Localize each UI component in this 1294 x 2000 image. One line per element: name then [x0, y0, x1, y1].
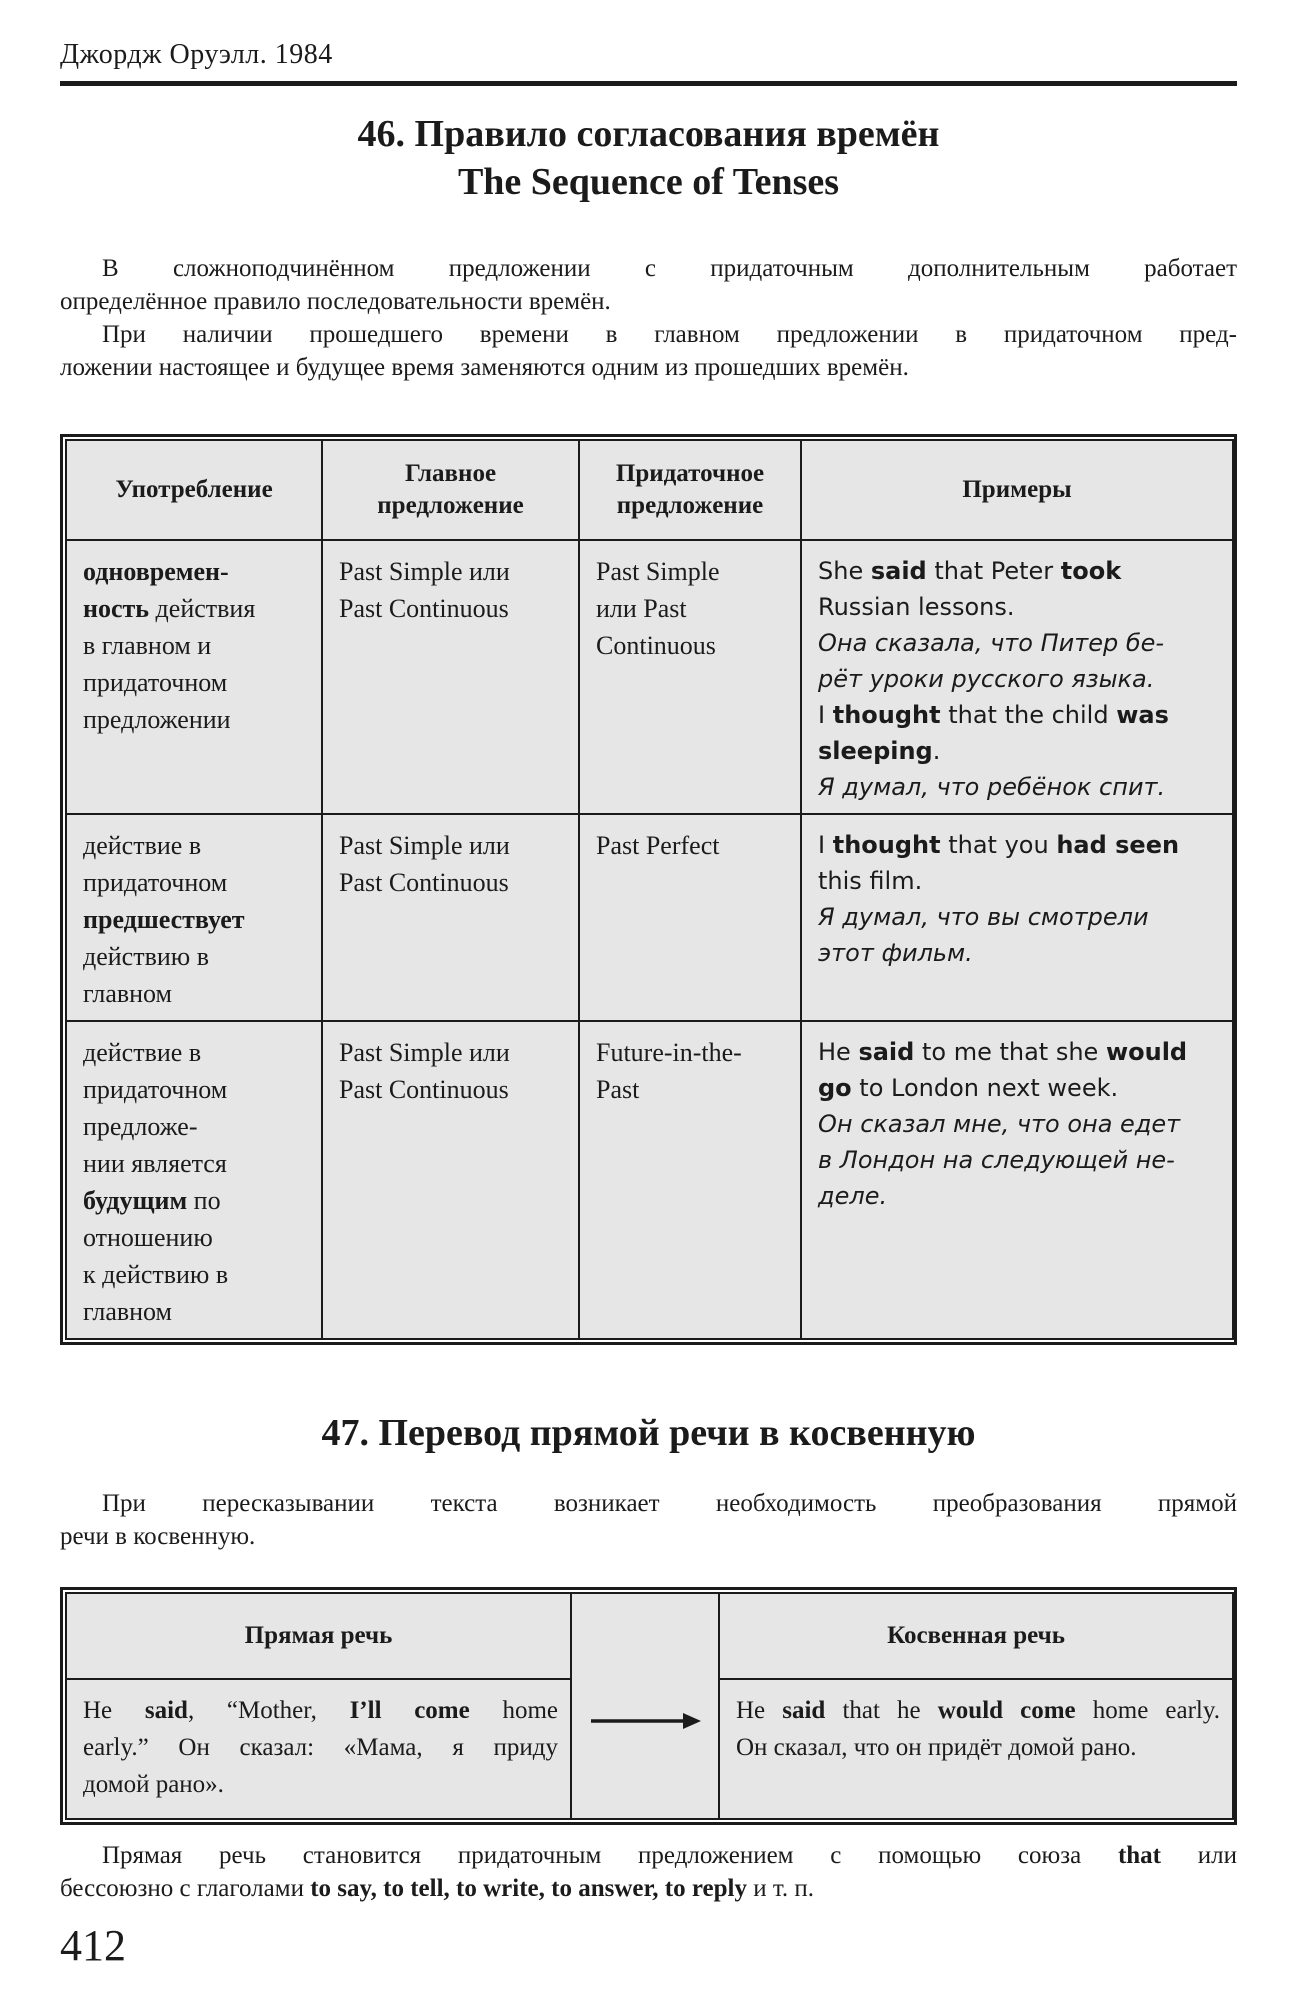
column-header-usage: Употребление	[66, 440, 322, 540]
cell-usage-2: действие в придаточном предшествует действию в главном	[66, 814, 322, 1021]
right-arrow-icon	[589, 1711, 701, 1731]
column-header-examples: Примеры	[801, 440, 1233, 540]
cell-examples-2: I thought that you had seen this film. Я думал, что вы смотрели этот фильм.	[801, 814, 1233, 1021]
cell-examples-3: He said to me that she would go to London next week. Он сказал мне, что она едет в Лондон на следующей не- деле.	[801, 1021, 1233, 1339]
running-header: Джордж Оруэлл. 1984	[60, 39, 333, 70]
cell-indirect-speech: He said that he would come home early. Он сказал, что он придёт домой рано.	[719, 1679, 1233, 1819]
table-row	[66, 1021, 1233, 1339]
page-number: 412	[60, 1921, 126, 1970]
intro-paragraph-2: При наличии прошедшего времени в главном предложении в придаточном пред- ложении настоящее и будущее время заменяются одним из прошедших времён.	[60, 321, 1237, 381]
cell-main-clause-3: Past Simple или Past Continuous	[322, 1021, 579, 1339]
cell-subordinate-clause-1: Past Simple или Past Continuous	[579, 540, 801, 814]
header-rule	[60, 81, 1237, 86]
cell-examples-1: She said that Peter took Russian lessons. Она сказала, что Питер бе- рёт уроки русского языка. I thought that the child was sleeping. Я думал, что ребёнок спит.	[801, 540, 1233, 814]
intro-paragraph-1: В сложноподчинённом предложении с придаточным дополнительным работает определённое правило последовательности времён.	[60, 255, 1237, 315]
table-row	[66, 1593, 1233, 1679]
direct-indirect-speech-table	[60, 1587, 1237, 1825]
cell-direct-speech: He said, “Mother, I’ll come home early.” Он сказал: «Мама, я приду домой рано».	[66, 1679, 571, 1819]
cell-subordinate-clause-3: Future-in-the- Past	[579, 1021, 801, 1339]
cell-main-clause-1: Past Simple или Past Continuous	[322, 540, 579, 814]
column-header-subordinate-clause: Придаточное предложение	[579, 440, 801, 540]
tense-agreement-table	[60, 434, 1237, 1345]
section-47-title: 47. Перевод прямой речи в косвенную	[321, 1412, 976, 1454]
section-46-title-ru: 46. Правило согласования времён	[357, 113, 940, 155]
cell-subordinate-clause-2: Past Perfect	[579, 814, 801, 1021]
arrow-cell	[571, 1593, 719, 1819]
table-row	[66, 540, 1233, 814]
column-header-indirect-speech: Косвенная речь	[719, 1593, 1233, 1679]
cell-usage-3: действие в придаточном предложе- нии является будущим по отношению к действию в главном	[66, 1021, 322, 1339]
cell-usage-1: одновремен- ность действия в главном и придаточном предложении	[66, 540, 322, 814]
cell-main-clause-2: Past Simple или Past Continuous	[322, 814, 579, 1021]
section-46-title-en: The Sequence of Tenses	[457, 161, 840, 203]
section-47-intro: При пересказывании текста возникает необходимость преобразования прямой речи в косвенную.	[60, 1490, 1237, 1550]
that-clause-note: Прямая речь становится придаточным предложением с помощью союза that или бессоюзно с глаголами to say, to tell, to write, to answer, to reply и т. п.	[60, 1842, 1237, 1902]
column-header-direct-speech: Прямая речь	[66, 1593, 571, 1679]
column-header-main-clause: Главное предложение	[322, 440, 579, 540]
section-46-title	[60, 110, 1237, 206]
table-row	[66, 814, 1233, 1021]
